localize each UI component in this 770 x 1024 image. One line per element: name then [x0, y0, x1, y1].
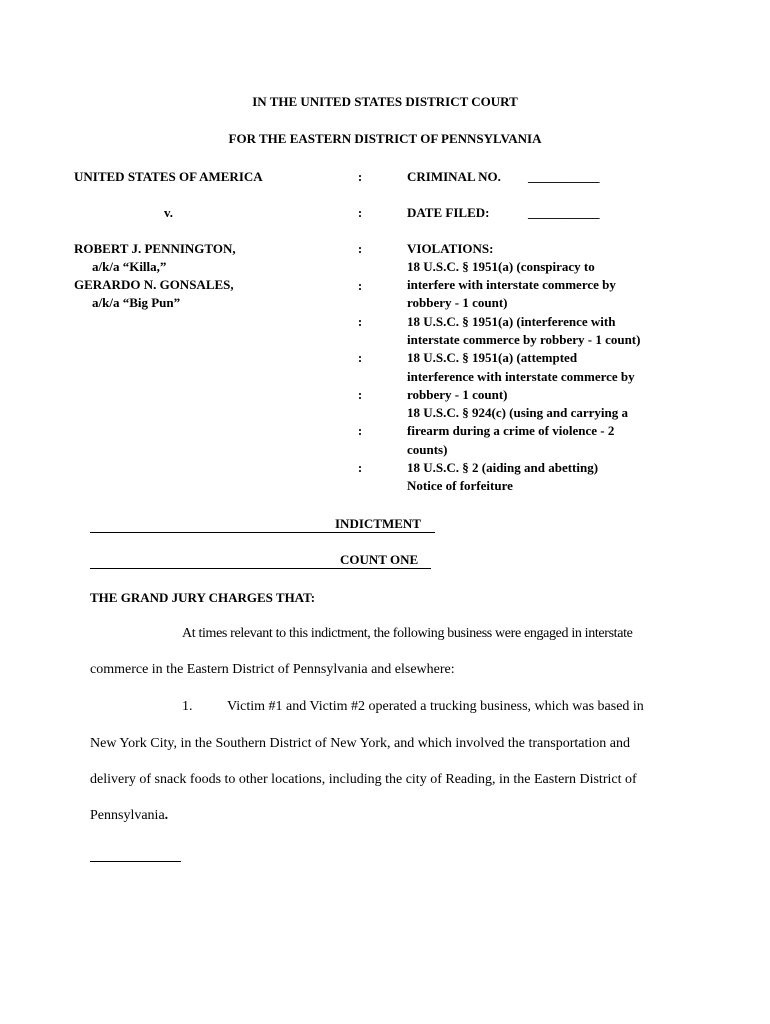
criminal-no-label: CRIMINAL NO. — [407, 169, 501, 184]
paragraph-text-end: Pennsylvania — [90, 808, 165, 823]
paragraph-text-line: New York City, in the Southern District of New York, and which involved the transportation and — [90, 736, 630, 751]
caption-colon: : — [357, 205, 363, 220]
paragraph-text-line: Victim #1 and Victim #2 operated a trucking business, which was based in — [227, 699, 644, 714]
caption-colon: : — [357, 460, 363, 475]
indictment-heading: INDICTMENT — [335, 516, 421, 531]
violation-line: robbery - 1 count) — [407, 387, 508, 402]
intro-text-line: commerce in the Eastern District of Pennsylvania and elsewhere: — [90, 662, 455, 677]
defendant-alias: a/k/a “Big Pun” — [92, 295, 181, 310]
grand-jury-heading: THE GRAND JURY CHARGES THAT: — [90, 590, 316, 605]
paragraph-period: . — [164, 808, 169, 823]
defendant-alias: a/k/a “Killa,” — [92, 259, 167, 274]
indictment-rule — [90, 532, 435, 533]
violation-line: 18 U.S.C. § 2 (aiding and abetting) — [407, 460, 599, 475]
caption-colon: : — [357, 387, 363, 402]
date-filed-label: DATE FILED: — [407, 205, 490, 220]
violation-line: robbery - 1 count) — [407, 295, 508, 310]
court-district: FOR THE EASTERN DISTRICT OF PENNSYLVANIA — [228, 131, 542, 146]
count-one-heading: COUNT ONE — [340, 552, 419, 567]
violation-line: counts) — [407, 442, 448, 457]
footnote-separator — [90, 861, 181, 862]
paragraph-text-line: delivery of snack foods to other locations, including the city of Reading, in the Eastern District of — [90, 772, 637, 787]
date-filed-blank: ___________ — [528, 205, 600, 220]
caption-colon: : — [357, 169, 363, 184]
violation-line: firearm during a crime of violence - 2 — [407, 423, 615, 438]
criminal-no-blank: ___________ — [528, 169, 600, 184]
violations-label: VIOLATIONS: — [407, 241, 494, 256]
caption-colon: : — [357, 314, 363, 329]
paragraph-text-line — [90, 808, 168, 824]
defendant-name: ROBERT J. PENNINGTON, — [74, 241, 236, 256]
violation-line: interstate commerce by robbery - 1 count) — [407, 332, 641, 347]
court-name: IN THE UNITED STATES DISTRICT COURT — [252, 94, 518, 109]
violation-line: 18 U.S.C. § 1951(a) (conspiracy to — [407, 259, 595, 274]
paragraph-number: 1. — [182, 699, 193, 714]
caption-colon: : — [357, 278, 363, 293]
violation-line: interfere with interstate commerce by — [407, 277, 616, 292]
caption-colon: : — [357, 241, 363, 256]
caption-colon: : — [357, 350, 363, 365]
violation-line: Notice of forfeiture — [407, 478, 513, 493]
intro-text-line: At times relevant to this indictment, the following business were engaged in interstate — [182, 626, 633, 641]
versus-label: v. — [164, 205, 174, 220]
caption-colon: : — [357, 423, 363, 438]
violation-line: 18 U.S.C. § 924(c) (using and carrying a — [407, 405, 629, 420]
defendant-name: GERARDO N. GONSALES, — [74, 277, 234, 292]
violation-line: interference with interstate commerce by — [407, 369, 635, 384]
violation-line: 18 U.S.C. § 1951(a) (attempted — [407, 350, 578, 365]
count-one-rule — [90, 568, 431, 569]
plaintiff-name: UNITED STATES OF AMERICA — [74, 169, 263, 184]
violation-line: 18 U.S.C. § 1951(a) (interference with — [407, 314, 616, 329]
